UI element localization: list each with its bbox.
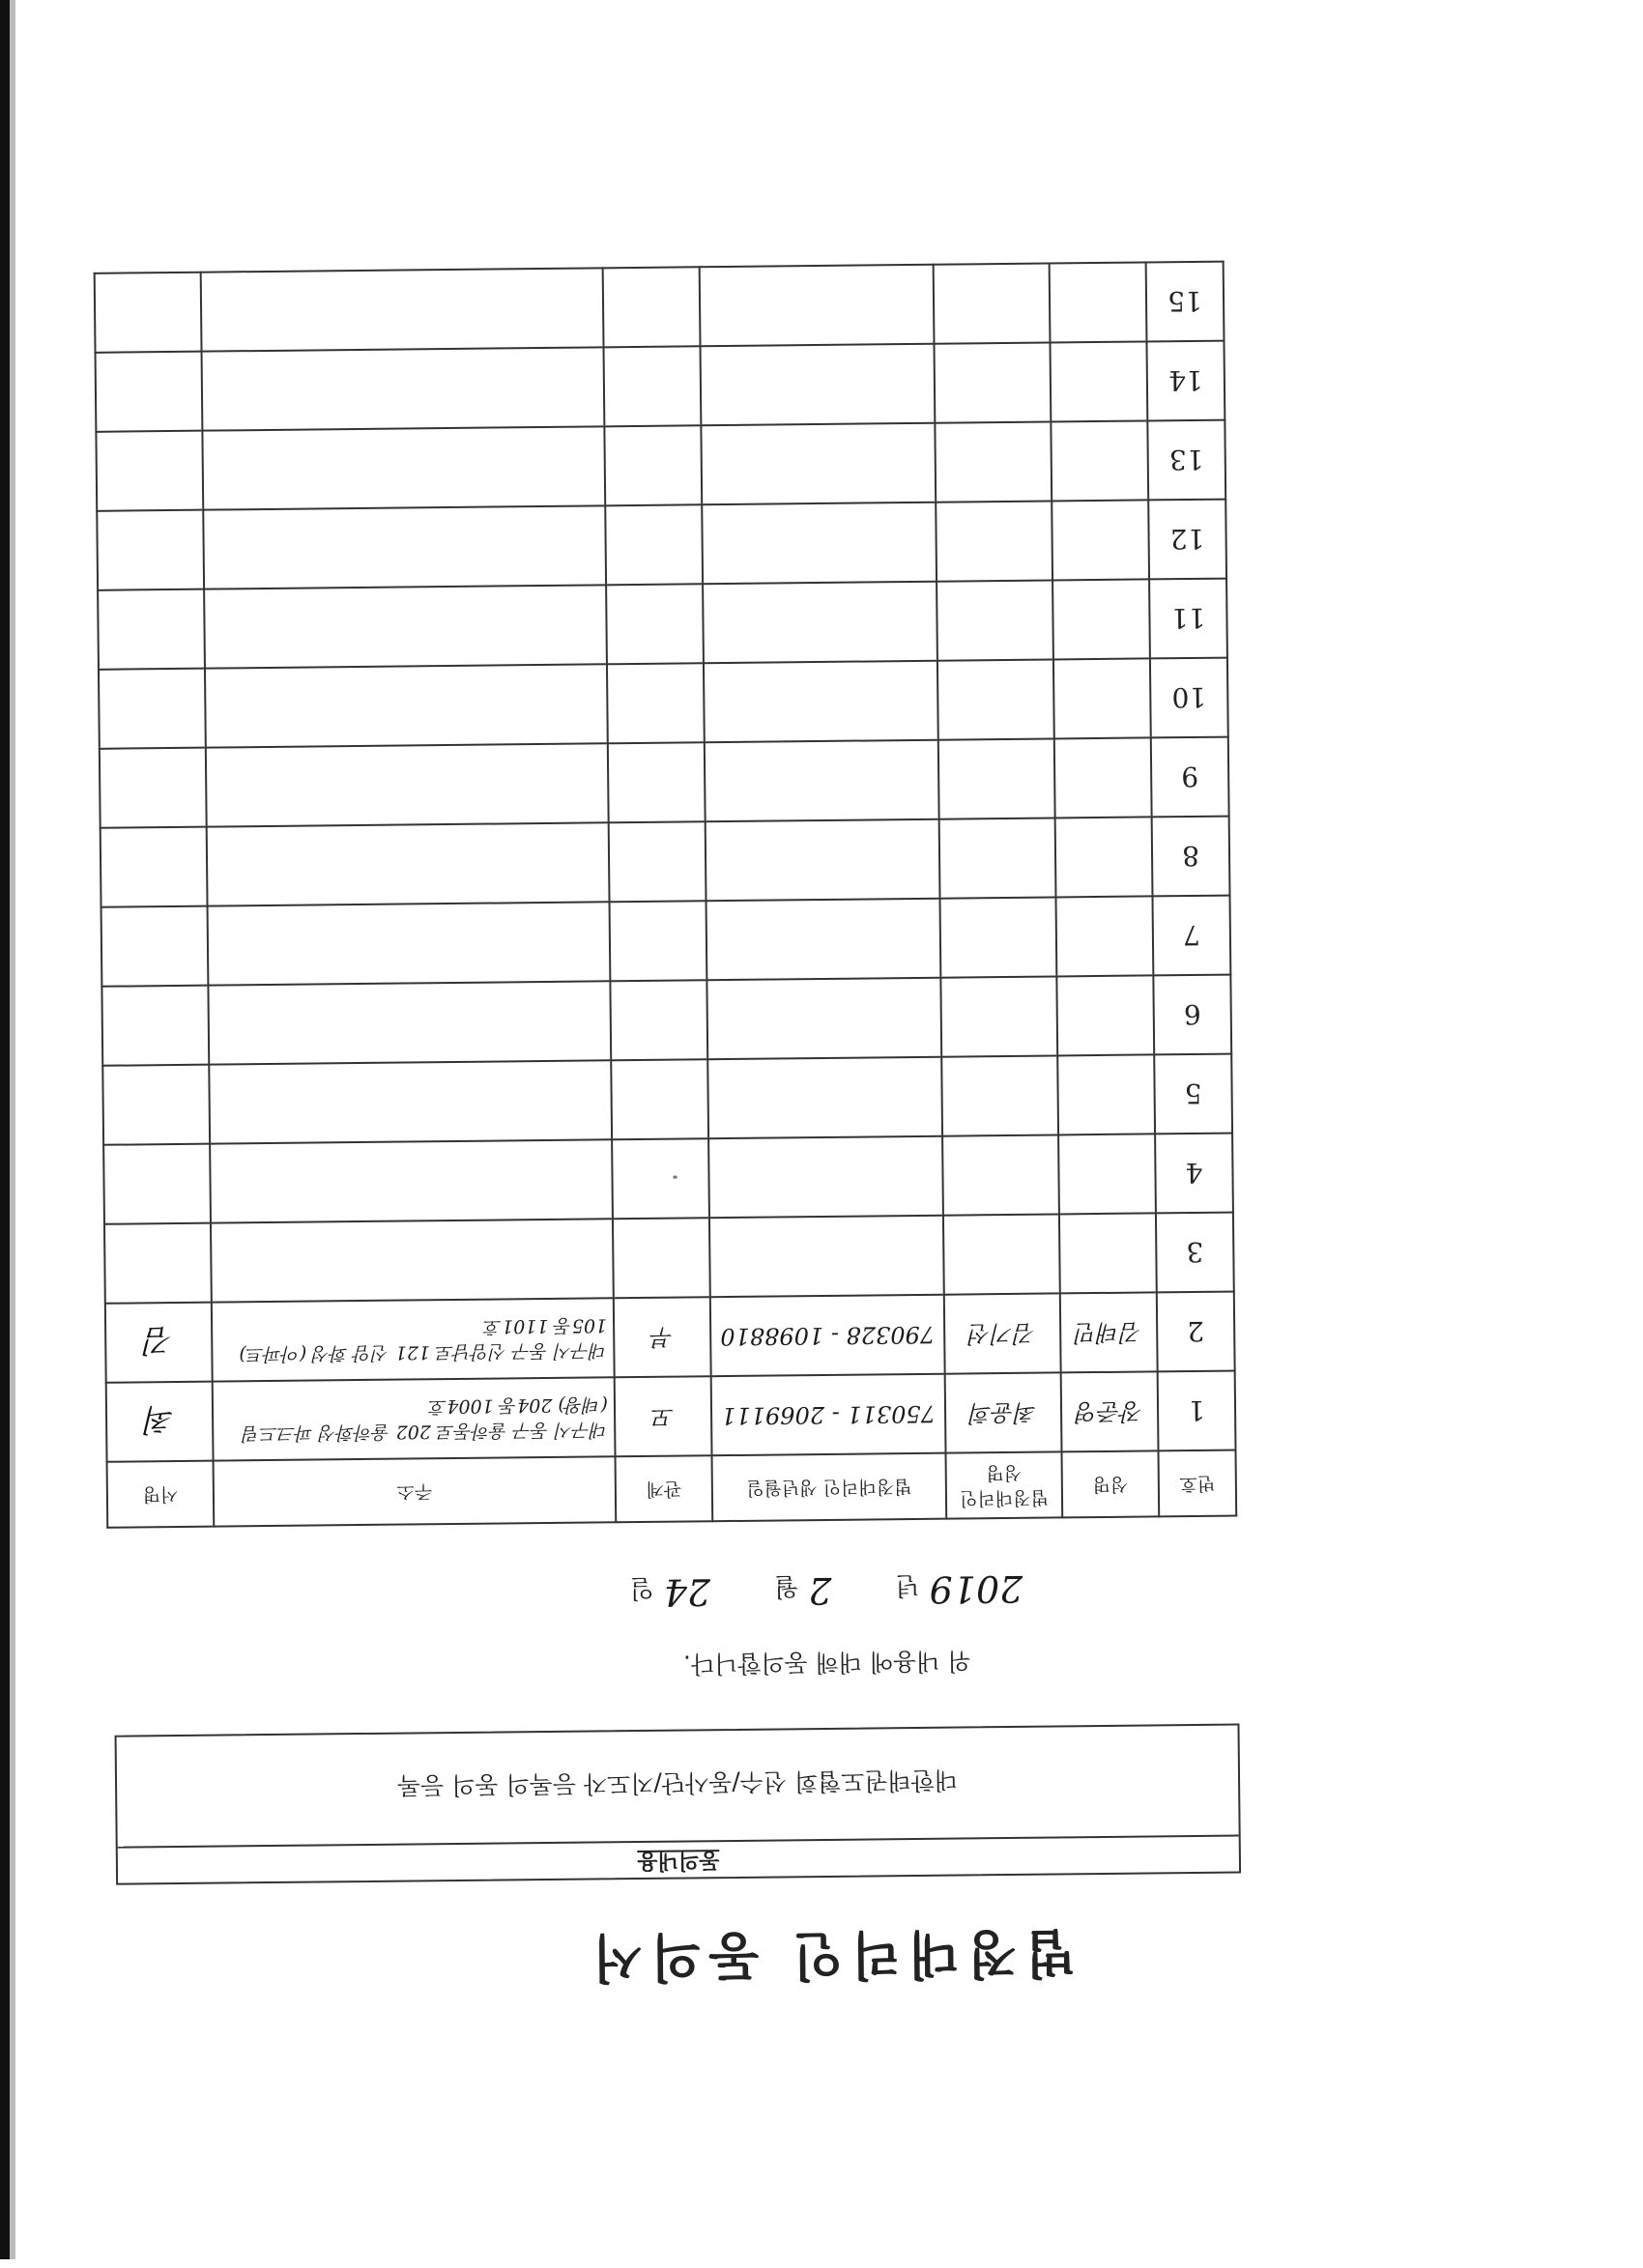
row-signature	[97, 510, 204, 590]
row-guardian: 최윤희	[945, 1372, 1062, 1452]
row-relation	[611, 1059, 708, 1139]
row-guardian: 김기선	[944, 1293, 1061, 1373]
row-relation	[612, 1138, 709, 1219]
row-no: 7	[1152, 896, 1230, 976]
row-address	[204, 585, 607, 668]
row-address	[210, 1139, 613, 1222]
table-row	[99, 658, 1228, 749]
row-guardian	[943, 1214, 1060, 1294]
table-row	[101, 817, 1230, 907]
row-signature	[98, 589, 205, 670]
row-signature	[101, 906, 209, 987]
table-row	[95, 262, 1225, 353]
table-row	[102, 1054, 1232, 1145]
row-birth	[704, 661, 938, 743]
row-no: 6	[1153, 975, 1231, 1055]
table-row	[103, 1134, 1233, 1224]
row-no: 2	[1157, 1292, 1235, 1372]
row-no: 10	[1150, 658, 1228, 738]
table-row	[98, 579, 1227, 670]
row-address	[208, 981, 611, 1064]
table-header-row	[107, 1450, 1237, 1528]
row-guardian	[942, 1134, 1059, 1215]
row-birth	[703, 582, 937, 664]
date-year-unit: 년	[895, 1569, 920, 1600]
row-guardian	[940, 976, 1057, 1056]
row-address	[203, 505, 606, 589]
row-relation	[604, 346, 702, 426]
header-guardian-name: 법정대리인 성명	[946, 1451, 1063, 1518]
row-signature	[106, 1382, 214, 1462]
row-signature	[101, 827, 208, 907]
row-birth	[700, 265, 935, 347]
row-birth	[707, 1057, 942, 1139]
row-birth: 790328 - 1098810	[710, 1295, 945, 1377]
row-name	[1057, 1054, 1155, 1134]
row-name	[1052, 500, 1149, 580]
table-row	[101, 896, 1231, 987]
row-guardian	[934, 263, 1051, 343]
header-relation: 관계	[616, 1455, 713, 1522]
row-relation	[605, 504, 703, 585]
row-address	[202, 426, 605, 509]
row-signature	[105, 1303, 213, 1383]
row-address	[202, 347, 605, 430]
row-no: 9	[1151, 737, 1229, 818]
agreement-statement: 위 내용에 대해 동의합니다.	[682, 1647, 971, 1679]
row-name	[1056, 975, 1154, 1055]
row-guardian	[938, 738, 1055, 818]
row-address	[208, 902, 611, 985]
table-row	[105, 1292, 1235, 1383]
row-signature	[102, 1065, 210, 1145]
row-birth	[708, 1136, 943, 1219]
row-signature	[96, 431, 203, 511]
row-guardian	[934, 342, 1051, 422]
guardian-consent-table	[94, 261, 1238, 1529]
consent-header: 동의내용	[118, 1835, 1239, 1883]
row-guardian	[937, 659, 1054, 739]
date-month-unit: 월	[773, 1571, 799, 1601]
row-address: 대구시 동구 율하동로 202 율하화성 파크드림 (태왕) 204동 1004호	[213, 1377, 616, 1460]
consent-text-value: 대한태권도협회 선수/동사단/지도자 등록의 동의 등록	[396, 1766, 959, 1801]
row-relation: 부	[614, 1297, 711, 1377]
row-signature	[95, 273, 202, 353]
signing-date	[5, 1561, 1643, 1621]
row-relation	[610, 901, 707, 981]
row-relation	[608, 742, 706, 822]
consent-box	[115, 1724, 1242, 1885]
table-row	[96, 341, 1225, 432]
table-row	[97, 500, 1226, 590]
handwritten-signature: 최	[144, 1401, 175, 1439]
row-no: 4	[1155, 1134, 1233, 1214]
date-day: 24	[663, 1570, 711, 1614]
row-signature	[101, 986, 209, 1066]
row-guardian	[937, 580, 1053, 660]
row-birth	[705, 740, 939, 822]
row-address: 대구시 동구 신암남로 121 신암 화성 (아파트) 105동 1101호	[212, 1298, 615, 1381]
row-birth	[701, 344, 936, 426]
row-no: 12	[1148, 500, 1226, 580]
table-row	[100, 737, 1229, 828]
row-birth	[706, 899, 941, 981]
row-address	[209, 1060, 612, 1143]
table-row	[106, 1371, 1236, 1462]
row-birth	[706, 978, 941, 1060]
row-name	[1054, 737, 1152, 818]
handwritten-signature: 김	[143, 1322, 174, 1360]
row-guardian	[941, 1055, 1058, 1135]
row-no: 11	[1149, 579, 1227, 659]
header-no: 번호	[1158, 1450, 1236, 1517]
row-birth: 750311 - 2069111	[711, 1374, 946, 1456]
row-birth	[706, 819, 940, 902]
row-relation	[610, 980, 707, 1060]
row-relation: 모	[615, 1376, 712, 1456]
row-signature	[99, 669, 206, 749]
table-row	[104, 1213, 1234, 1304]
row-signature	[103, 1144, 211, 1224]
row-address	[211, 1219, 614, 1302]
row-name	[1059, 1213, 1157, 1293]
row-guardian	[939, 818, 1056, 898]
row-guardian	[935, 421, 1052, 502]
date-day-unit: 일	[629, 1572, 654, 1603]
row-birth	[709, 1216, 944, 1298]
header-name: 성명	[1062, 1450, 1160, 1517]
row-birth	[702, 502, 937, 585]
row-name	[1058, 1134, 1156, 1214]
row-relation	[613, 1218, 710, 1298]
row-no: 14	[1146, 341, 1225, 421]
row-signature	[100, 748, 207, 828]
row-name	[1050, 341, 1147, 421]
table-row	[96, 420, 1225, 511]
row-guardian	[936, 501, 1052, 581]
row-no: 13	[1147, 420, 1225, 501]
table-row	[101, 975, 1231, 1066]
row-name	[1051, 420, 1148, 501]
row-name: 장준영	[1061, 1371, 1159, 1451]
row-address	[205, 664, 608, 747]
row-no: 3	[1156, 1213, 1234, 1293]
header-address: 주소	[214, 1456, 617, 1526]
row-name	[1055, 817, 1153, 897]
row-name	[1050, 262, 1147, 342]
date-year: 2019	[929, 1566, 1023, 1611]
row-no: 5	[1154, 1054, 1232, 1134]
row-name	[1055, 896, 1153, 976]
header-signature: 서명	[107, 1461, 215, 1528]
consent-text	[117, 1724, 1239, 1847]
row-relation	[609, 821, 706, 902]
header-guardian-birth: 법정대리인 생년월일	[712, 1453, 947, 1522]
document-title: 법정대리인 동의서	[584, 1922, 1077, 1989]
row-no: 8	[1152, 817, 1230, 897]
row-no: 1	[1158, 1371, 1236, 1451]
row-relation	[606, 584, 704, 664]
row-signature	[104, 1223, 212, 1304]
scan-speck	[673, 1176, 677, 1179]
row-name	[1053, 658, 1151, 738]
row-guardian	[940, 897, 1057, 977]
date-month: 2	[808, 1568, 832, 1613]
row-name: 김태민	[1060, 1292, 1158, 1372]
row-name	[1052, 579, 1150, 659]
row-relation	[603, 267, 701, 347]
row-signature	[96, 352, 203, 432]
row-no: 15	[1146, 262, 1225, 342]
row-address	[207, 822, 610, 905]
row-relation	[607, 663, 705, 743]
row-address	[206, 743, 609, 826]
row-address	[201, 268, 604, 351]
row-relation	[604, 425, 702, 505]
row-birth	[701, 423, 936, 505]
